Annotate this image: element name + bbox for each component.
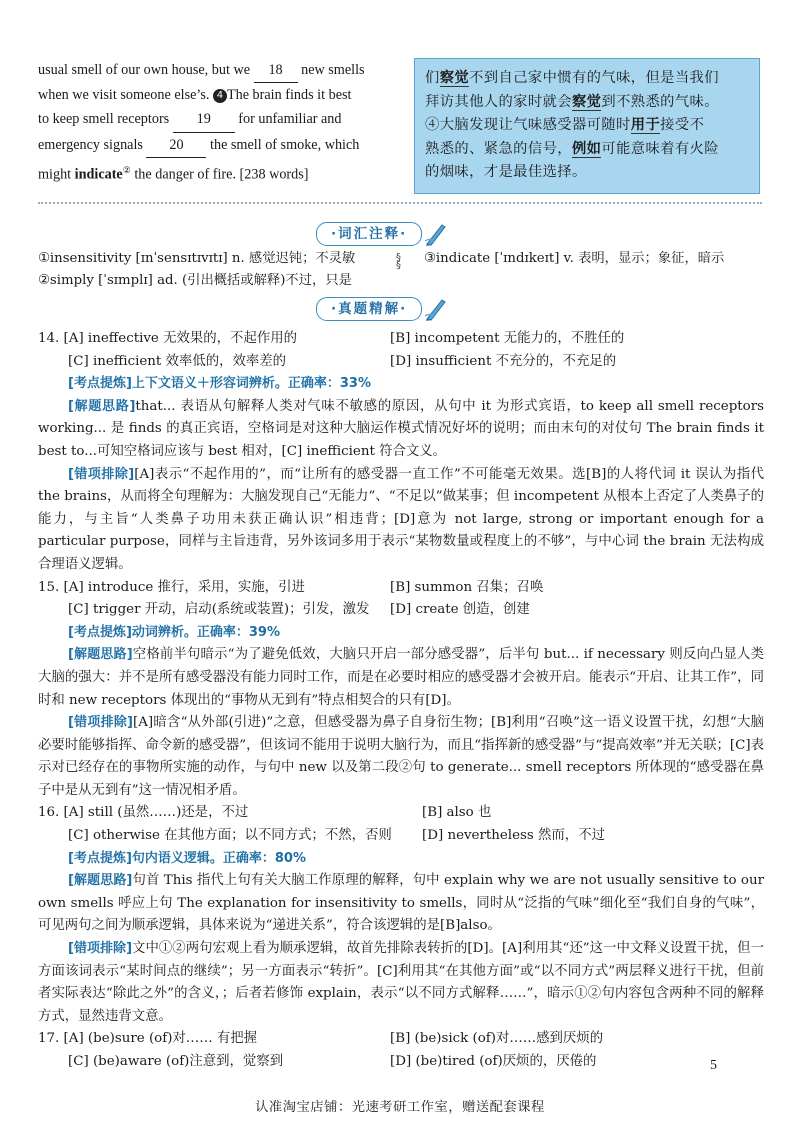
options-row [38,577,764,600]
error-text: [A]表示“不起作用的”，而“让所有的感受器一直工作”不可能毫无效果。选[B]的人将代词 it 误认为指代 the brains，从而将全句理解为：大脑发现自己“无能力”、“不足以”做某事；但 incompetent 从根本上否定了人类鼻子的能力，与主旨“人类鼻子功用未获正确认识”相违背；[D]意为 not large, strong or important enough for a particular purpose，同样与主旨违背，另外该词多用于表示“某物数量或程度上的不够”，与中心词 the brain 无法构成合理语义逻辑。 [38,466,764,572]
translation-text: 熟悉的、紧急的信号， [425,140,572,157]
passage-text: new smells [297,62,365,78]
error-paragraph [38,712,764,802]
idea-paragraph [38,396,764,464]
option-c: [C] otherwise 在其他方面；以不同方式；不然，否则 [68,828,392,844]
translation-line [425,114,749,138]
translation-box [414,58,760,194]
point-text: 上下文语义＋形容词辨析。正确率：33% [131,376,372,392]
error-tag: [错项排除] [68,466,135,482]
passage-text: for unfamiliar and [234,111,342,128]
pen-icon [424,221,448,247]
option-d: [D] nevertheless 然而，不过 [422,828,605,844]
options-row [38,351,764,374]
option-d: [D] create 创造，创建 [390,602,530,618]
point-line [38,373,764,396]
option-c: [C] (be)aware (of)注意到，觉察到 [68,1054,284,1069]
translation-text: 拜访其他人的家时就会 [425,93,572,110]
analysis-banner [316,296,448,322]
vocab-item-simply: ②simply [ˈsɪmplɪ] ad. (引出概括或解释)不过，只是 [38,273,352,288]
point-tag: [考点提炼] [68,376,132,392]
idea-tag: [解题思路] [68,647,133,663]
option-b: [B] also 也 [422,805,492,821]
point-text: 句内语义逻辑。正确率：80% [131,850,307,866]
vocab-banner-label: ·词汇注释· [316,222,422,246]
error-tag: [错项排除] [68,715,133,731]
section-divider [38,202,762,204]
translation-highlight: 察觉 [439,70,470,86]
vocab-banner [316,221,448,247]
idea-text: that... 表语从句解释人类对气味不敏感的原因，从句中 it 为形式宾语，to keep all smell receptors working... 是 finds 的真正宾语，空格词是对这种大脑运作模式情况好坏的说明；而由末句的对仗句 The brain finds it best to...可知空格词应该与 best 相对，[C] inefficient 符合文义。 [38,398,764,459]
options-row [38,1051,764,1074]
passage-excerpt [38,58,400,187]
passage-line [38,83,400,107]
passage-line [38,158,400,187]
point-tag: [考点提炼] [68,850,132,866]
translation-text: 可能意味着有火险 [601,140,719,157]
idea-tag: [解题思路] [68,398,136,414]
translation-line [425,138,749,162]
options-row [38,825,764,848]
vocab-word-indicate: indicate [74,166,123,183]
error-tag: [错项排除] [68,941,133,957]
translation-line [425,67,749,91]
options-row [38,328,764,351]
idea-text: 空格前半句暗示“为了避免低效，大脑只开启一部分感受器”，后半句 but... if necessary 则反向凸显人类大脑的强大：并不是所有感受器没有能力同时工作，而是在必要时相应的感受器才会被开启。能表示“开启、让其工作”，同时和 new receptors 体现出的“事物从无到有”特点相契合的只有[D]。 [38,647,764,708]
footer-text: 认准淘宝店铺：光速考研工作室，赠送配套课程 [255,1100,545,1115]
option-d: [D] insufficient 不充分的，不充足的 [390,353,617,369]
translation-text: 们 [425,70,440,86]
error-paragraph [38,938,764,1028]
vocab-separator: § § [396,252,401,271]
translation-line: 的烟味，才是最佳选择。 [425,164,587,180]
passage-line [38,58,400,83]
sentence-number-4: 4 [213,89,227,103]
analysis-banner-label: ·真题精解· [316,297,422,321]
blank-20: 20 [146,133,206,158]
passage-line [38,133,400,158]
point-tag: [考点提炼] [68,624,132,640]
pen-icon [424,296,448,322]
translation-highlight: 察觉 [571,93,602,110]
vocab-item-insensitivity: ①insensitivity [ɪnˈsensɪtɪvɪtɪ] n. 感觉迟钝；不灵敏 [38,251,356,266]
option-a: 15. [A] introduce 推行，采用，实施，引进 [38,579,305,595]
passage-text: the danger of fire. [238 words] [130,166,309,183]
option-a: 16. [A] still (虽然……)还是，不过 [38,805,249,821]
point-line [38,622,764,645]
option-b: [B] (be)sick (of)对……感到厌烦的 [390,1031,604,1047]
passage-text: the smell of smoke, which [206,136,360,153]
option-a: 17. [A] (be)sure (of)对…… 有把握 [38,1031,258,1047]
options-row [38,599,764,622]
passage-text: The brain finds it best [226,87,352,104]
passage-text: when we visit someone else’s. [38,87,213,104]
translation-text: 到不熟悉的气味。 [601,93,719,110]
footnote-marker: ② [122,164,131,175]
translation-text: 不到自己家中惯有的气味，但是当我们 [469,70,719,86]
idea-text: 句首 This 指代上句有关大脑工作原理的解释，句中 explain why we are not usually sensitive to our own smells 呼应上句 The explanation for insensitivity to smells，同时从“泛指的气味”细化至“我们自身的气味”，可见两句之间为顺承逻辑，具体来说为“递进关系”，符合该逻辑的是[B]also。 [38,873,764,934]
translation-highlight: 例如 [571,140,602,157]
point-text: 动词辨析。正确率：39% [131,624,281,640]
option-c: [C] inefficient 效率低的，效率差的 [68,353,287,369]
option-a: 14. [A] ineffective 无效果的，不起作用的 [38,331,298,346]
options-row [38,802,764,825]
option-b: [B] summon 召集；召唤 [390,579,544,595]
blank-18: 18 [254,58,298,83]
idea-paragraph [38,870,764,938]
passage-text: might [38,166,75,183]
error-text: 文中①②两句宏观上看为顺承逻辑，故首先排除表转折的[D]。[A]利用其“还”这一中文释义设置干扰，但一方面该词表示“某时间点的继续”；另一方面表示“转折”。[C]利用其“在其他方面”或“以不同方式”两层释义进行干扰，但前者实际表达“除此之外”的含义，；后者若修饰 explain，表示“以不同方式解释……”，暗示①②句内容包含两种不同的解释方式，显然违背文意。 [38,941,764,1024]
point-line [38,848,764,871]
translation-highlight: 用于 [630,117,661,133]
options-row [38,1028,764,1051]
option-b: [B] incompetent 无能力的，不胜任的 [390,331,625,346]
passage-line [38,107,400,132]
translation-line [425,91,749,115]
option-c: [C] trigger 开动，启动(系统或装置)；引发，激发 [68,602,370,618]
translation-text: ④大脑发现让气味感受器可随时 [425,117,631,133]
option-d: [D] (be)tired (of)厌烦的，厌倦的 [390,1054,597,1069]
passage-text: usual smell of our own house, but we [38,62,254,78]
page-number: 5 [710,1058,717,1073]
error-paragraph [38,464,764,577]
vocab-item-indicate: ③indicate [ˈɪndɪkeɪt] v. 表明，显示；象征，暗示 [424,251,725,266]
passage-text: to keep smell receptors [38,111,173,128]
passage-text: emergency signals [38,136,147,153]
translation-text: 接受不 [660,117,705,133]
error-text: [A]暗含“从外部(引进)”之意，但感受器为鼻子自身衍生物；[B]利用“召唤”这一语义设置干扰，幻想“大脑必要时能够指挥、命令新的感受器”，但该词不能用于说明大脑行为，而且“指挥新的感受器”与“提高效率”并无关联；[C]表示对已经存在的事物所实施的动作，与句中 new 以及第二段②句 to generate... smell receptors 所体现的“感受器在鼻子中是从无到有”这一情况相矛盾。 [38,715,764,798]
question-analysis [38,328,764,1074]
blank-19: 19 [173,107,235,132]
idea-paragraph [38,644,764,712]
idea-tag: [解题思路] [68,873,133,889]
